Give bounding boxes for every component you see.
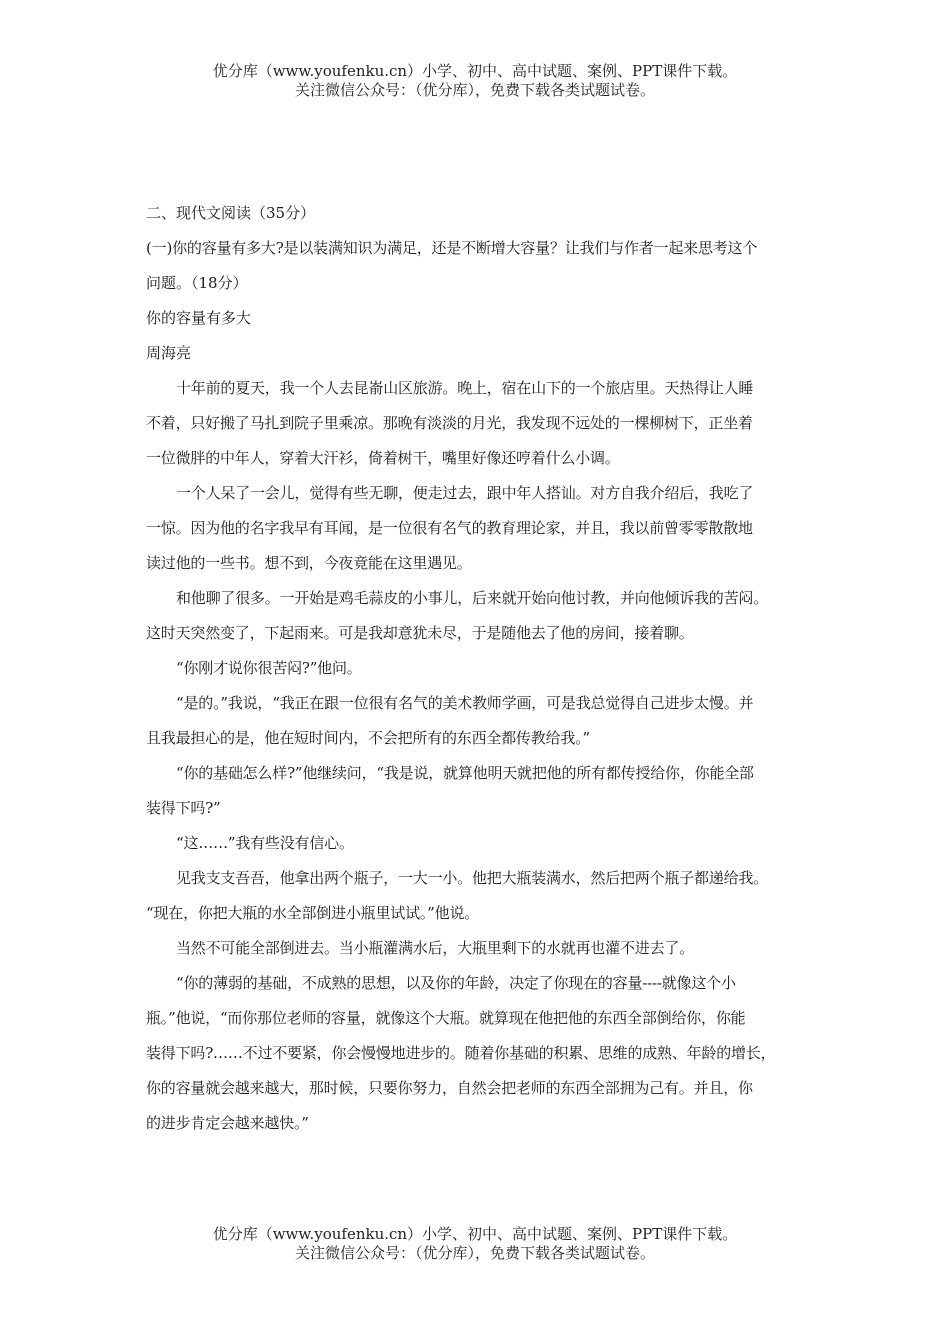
paragraph-line: “你的薄弱的基础，不成熟的思想，以及你的年龄，决定了你现在的容量----就像这个小 <box>176 974 736 992</box>
paragraph-line: 装得下吗?” <box>146 799 221 817</box>
intro-line: (一)你的容量有多大?是以装满知识为满足，还是不断增大容量？让我们与作者一起来思考这个 <box>146 239 758 257</box>
paragraph-line: “是的。”我说，“我正在跟一位很有名气的美术教师学画，可是我总觉得自己进步太慢。并 <box>176 694 754 712</box>
paragraph-line: 和他聊了很多。一开始是鸡毛蒜皮的小事儿，后来就开始向他讨教，并向他倾诉我的苦闷。 <box>176 589 769 607</box>
paragraph-line: 读过他的一些书。想不到，今夜竟能在这里遇见。 <box>146 554 472 572</box>
paragraph-line: 当然不可能全部倒进去。当小瓶灌满水后，大瓶里剩下的水就再也灌不进去了。 <box>176 939 695 957</box>
intro-line: 问题。（18分） <box>146 274 248 292</box>
header-line-1: 优分库（www.youfenku.cn）小学、初中、高中试题、案例、PPT课件下载。 <box>212 62 738 80</box>
article-title: 你的容量有多大 <box>146 309 252 327</box>
paragraph-line: “你刚才说你很苦闷?”他问。 <box>176 659 362 677</box>
page-footer <box>0 1225 950 1263</box>
header-line-2: 关注微信公众号：（优分库），免费下载各类试题试卷。 <box>294 81 655 99</box>
page-header <box>0 62 950 100</box>
paragraph-line: 不着，只好搬了马扎到院子里乘凉。那晚有淡淡的月光，我发现不远处的一棵柳树下，正坐着 <box>146 414 753 432</box>
footer-line-2: 关注微信公众号：（优分库），免费下载各类试题试卷。 <box>294 1244 655 1262</box>
paragraph-line: “这……”我有些没有信心。 <box>176 834 354 852</box>
paragraph-line: “现在，你把大瓶的水全部倒进小瓶里试试。”他说。 <box>146 904 480 922</box>
paragraph-line: 一惊。因为他的名字我早有耳闻，是一位很有名气的教育理论家，并且，我以前曾零零散散地 <box>146 519 753 537</box>
article-author: 周海亮 <box>146 344 192 362</box>
paragraph-line: 且我最担心的是，他在短时间内，不会把所有的东西全都传教给我。” <box>146 729 590 747</box>
paragraph-line: 的进步肯定会越来越快。” <box>146 1114 309 1132</box>
paragraph-line: 一个人呆了一会儿，觉得有些无聊，便走过去，跟中年人搭讪。对方自我介绍后，我吃了 <box>176 484 754 502</box>
footer-line-1: 优分库（www.youfenku.cn）小学、初中、高中试题、案例、PPT课件下载。 <box>212 1225 738 1243</box>
paragraph-line: 这时天突然变了，下起雨来。可是我却意犹未尽，于是随他去了他的房间，接着聊。 <box>146 624 694 642</box>
paragraph-line: 装得下吗?……不过不要紧，你会慢慢地进步的。随着你基础的积累、思维的成熟、年龄的增长， <box>146 1044 776 1062</box>
paragraph-line: “你的基础怎么样?”他继续问，“我是说，就算他明天就把他的所有都传授给你，你能全部 <box>176 764 754 782</box>
section-title: 二、现代文阅读（35分） <box>146 204 316 222</box>
paragraph-line: 瓶。”他说，“而你那位老师的容量，就像这个大瓶。就算现在他把他的东西全部倒给你，你能 <box>146 1009 746 1027</box>
paragraph-line: 一位微胖的中年人，穿着大汗衫，倚着树干，嘴里好像还哼着什么小调。 <box>146 449 620 467</box>
document-body <box>146 196 816 1141</box>
article-paragraphs <box>146 371 816 1141</box>
paragraph-line: 你的容量就会越来越大，那时候，只要你努力，自然会把老师的东西全部拥为己有。并且，你 <box>146 1079 753 1097</box>
paragraph-line: 见我支支吾吾，他拿出两个瓶子，一大一小。他把大瓶装满水，然后把两个瓶子都递给我。 <box>176 869 769 887</box>
paragraph-line: 十年前的夏天，我一个人去昆嵛山区旅游。晚上，宿在山下的一个旅店里。天热得让人睡 <box>176 379 754 397</box>
